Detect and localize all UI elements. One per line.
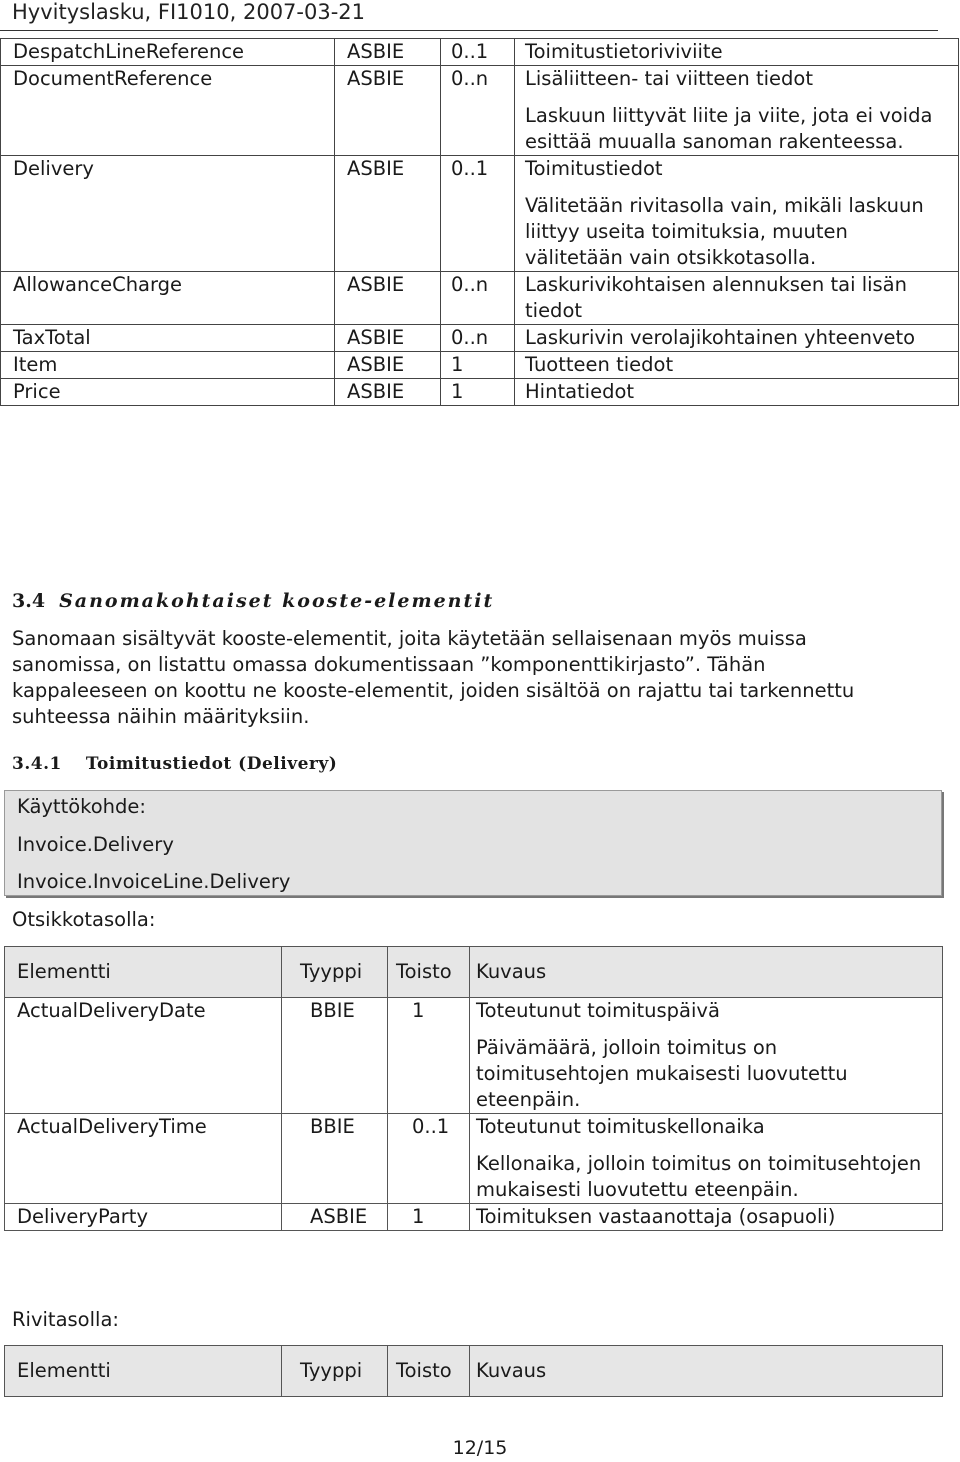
- column-header-type: Tyyppi: [282, 947, 388, 998]
- paragraph-line: kappaleeseen on koottu ne kooste-elementit, joiden sisältöä on rajattu tai tarkennettu: [12, 679, 855, 702]
- element-type: ASBIE: [347, 380, 405, 403]
- column-header-element: Elementti: [5, 1346, 282, 1397]
- table-row: [5, 1204, 943, 1231]
- element-name-cell: [1, 325, 335, 352]
- element-note: [476, 1035, 942, 1113]
- element-note: [525, 193, 958, 271]
- column-header-repetition: Toisto: [388, 1346, 470, 1397]
- element-name-cell: [1, 352, 335, 379]
- element-repetition: 1: [451, 353, 464, 376]
- table-header-row: [5, 947, 943, 998]
- paragraph-line: suhteessa näihin määrityksiin.: [12, 705, 310, 728]
- element-name-cell: [1, 39, 335, 66]
- element-description: Toteutunut toimituskellonaika: [476, 1115, 765, 1138]
- element-repetition-cell: [388, 1114, 470, 1204]
- column-header-repetition: Toisto: [388, 947, 470, 998]
- element-description-cell: [470, 1114, 943, 1204]
- element-description: Hintatiedot: [525, 380, 635, 403]
- table-row: [1, 66, 959, 156]
- element-description: Lisäliitteen- tai viitteen tiedot: [525, 67, 813, 90]
- page-number: 12/15: [452, 1437, 508, 1459]
- table-header-row: [5, 1346, 943, 1397]
- element-note-line: toimitusehtojen mukaisesti luovutettu: [476, 1062, 848, 1085]
- element-name: TaxTotal: [13, 326, 91, 349]
- element-type: ASBIE: [347, 157, 405, 180]
- element-note-line: eteenpäin.: [476, 1088, 581, 1111]
- element-repetition: 0..n: [451, 67, 489, 90]
- element-name-cell: [5, 1114, 282, 1204]
- usage-label: Käyttökohde:: [17, 795, 146, 818]
- element-type: BBIE: [310, 999, 355, 1022]
- element-type-cell: [335, 379, 441, 406]
- element-repetition: 0..1: [451, 40, 489, 63]
- element-type: ASBIE: [347, 326, 405, 349]
- element-note-line: Päivämäärä, jolloin toimitus on: [476, 1036, 778, 1059]
- element-repetition: 1: [412, 1205, 425, 1228]
- element-repetition-cell: [441, 325, 515, 352]
- element-description-cell: [470, 998, 943, 1114]
- element-note-line: Välitetään rivitasolla vain, mikäli laskuun: [525, 194, 924, 217]
- element-type: ASBIE: [347, 273, 405, 296]
- element-description: Laskurivin verolajikohtainen yhteenveto: [525, 326, 916, 349]
- element-name: ActualDeliveryDate: [17, 999, 206, 1022]
- element-type: ASBIE: [347, 67, 405, 90]
- usage-path: Invoice.InvoiceLine.Delivery: [17, 870, 291, 893]
- element-name-cell: [5, 1204, 282, 1231]
- table-row: [1, 325, 959, 352]
- element-repetition-cell: [441, 379, 515, 406]
- element-name: DeliveryParty: [17, 1205, 148, 1228]
- table-row: [1, 272, 959, 325]
- element-description-cell: [515, 325, 959, 352]
- header-rule: [0, 30, 938, 31]
- element-type-cell: [282, 1204, 388, 1231]
- element-type-cell: [335, 352, 441, 379]
- element-name-cell: [1, 66, 335, 156]
- element-repetition: 0..1: [451, 157, 489, 180]
- subsection-number: 3.4.1: [12, 754, 62, 774]
- element-note: [525, 103, 958, 155]
- element-description: tiedot: [525, 299, 583, 322]
- element-name: Item: [13, 353, 58, 376]
- element-note-line: Laskuun liittyvät liite ja viite, jota ei voida: [525, 104, 933, 127]
- section-heading: [12, 590, 494, 612]
- table-row: [1, 39, 959, 66]
- column-header-element: Elementti: [5, 947, 282, 998]
- element-repetition-cell: [441, 66, 515, 156]
- element-note-line: välitetään vain otsikkotasolla.: [525, 246, 817, 269]
- element-note-line: liittyy useita toimituksia, muuten: [525, 220, 848, 243]
- element-description: Toimituksen vastaanottaja (osapuoli): [476, 1205, 836, 1228]
- element-description-cell: [515, 272, 959, 325]
- paragraph-line: sanomissa, on listattu omassa dokumentissaan ”komponenttikirjasto”. Tähän: [12, 653, 766, 676]
- header-level-table: [4, 946, 943, 1231]
- element-name: Delivery: [13, 157, 94, 180]
- element-name-cell: [1, 156, 335, 272]
- element-repetition: 0..n: [451, 326, 489, 349]
- element-description: Toimitustietoriviviite: [525, 40, 723, 63]
- header-level-table-body: [5, 947, 943, 1231]
- element-type-cell: [335, 39, 441, 66]
- element-repetition-cell: [441, 272, 515, 325]
- element-type-cell: [335, 156, 441, 272]
- element-repetition-cell: [441, 39, 515, 66]
- element-repetition: 1: [451, 380, 464, 403]
- element-type: ASBIE: [310, 1205, 368, 1228]
- element-note: [476, 1151, 942, 1203]
- element-name-cell: [1, 272, 335, 325]
- element-type: BBIE: [310, 1115, 355, 1138]
- element-type-cell: [282, 998, 388, 1114]
- column-header-description: Kuvaus: [470, 1346, 943, 1397]
- element-description-cell: [515, 39, 959, 66]
- section-paragraph: [12, 626, 912, 730]
- element-description-cell: [470, 1204, 943, 1231]
- usage-path: Invoice.Delivery: [17, 833, 174, 856]
- element-repetition-cell: [441, 156, 515, 272]
- element-type-cell: [282, 1114, 388, 1204]
- element-name: DocumentReference: [13, 67, 213, 90]
- element-name-cell: [1, 379, 335, 406]
- element-description: Laskurivikohtaisen alennuksen tai lisän: [525, 273, 907, 296]
- element-type-cell: [335, 272, 441, 325]
- section-title: Sanomakohtaiset kooste-elementit: [59, 590, 495, 612]
- subsection-title: Toimitustiedot (Delivery): [85, 754, 338, 774]
- element-repetition-cell: [441, 352, 515, 379]
- usage-box: [4, 790, 942, 896]
- element-type: ASBIE: [347, 40, 405, 63]
- table-row: [1, 379, 959, 406]
- element-repetition-cell: [388, 1204, 470, 1231]
- line-level-label: Rivitasolla:: [12, 1308, 119, 1331]
- element-repetition-cell: [388, 998, 470, 1114]
- element-repetition: 1: [412, 999, 425, 1022]
- element-name: ActualDeliveryTime: [17, 1115, 207, 1138]
- column-header-description: Kuvaus: [470, 947, 943, 998]
- element-description: Tuotteen tiedot: [525, 353, 674, 376]
- table-row: [1, 156, 959, 272]
- element-description-cell: [515, 66, 959, 156]
- element-type-cell: [335, 66, 441, 156]
- element-description-cell: [515, 379, 959, 406]
- table-row: [5, 1114, 943, 1204]
- element-description: Toimitustiedot: [525, 157, 663, 180]
- element-repetition: 0..n: [451, 273, 489, 296]
- table-row: [5, 998, 943, 1114]
- line-level-table: [4, 1345, 943, 1397]
- element-note-line: Kellonaika, jolloin toimitus on toimitusehtojen: [476, 1152, 922, 1175]
- element-name: DespatchLineReference: [13, 40, 245, 63]
- elements-table-continued: [0, 38, 959, 406]
- document-header-title: Hyvityslasku, FI1010, 2007-03-21: [12, 0, 366, 24]
- elements-table-body: [1, 39, 959, 406]
- element-type: ASBIE: [347, 353, 405, 376]
- subsection-heading: [12, 754, 337, 774]
- element-description-cell: [515, 156, 959, 272]
- element-repetition: 0..1: [412, 1115, 450, 1138]
- table-row: [1, 352, 959, 379]
- element-name-cell: [5, 998, 282, 1114]
- element-description: Toteutunut toimituspäivä: [476, 999, 720, 1022]
- element-type-cell: [335, 325, 441, 352]
- element-description-cell: [515, 352, 959, 379]
- paragraph-line: Sanomaan sisältyvät kooste-elementit, joita käytetään sellaisenaan myös muissa: [12, 627, 807, 650]
- element-name: Price: [13, 380, 61, 403]
- column-header-type: Tyyppi: [282, 1346, 388, 1397]
- element-note-line: esittää muualla sanoman rakenteessa.: [525, 130, 904, 153]
- element-name: AllowanceCharge: [13, 273, 183, 296]
- section-number: 3.4: [12, 590, 46, 612]
- header-level-label: Otsikkotasolla:: [12, 908, 156, 931]
- element-note-line: mukaisesti luovutettu eteenpäin.: [476, 1178, 799, 1201]
